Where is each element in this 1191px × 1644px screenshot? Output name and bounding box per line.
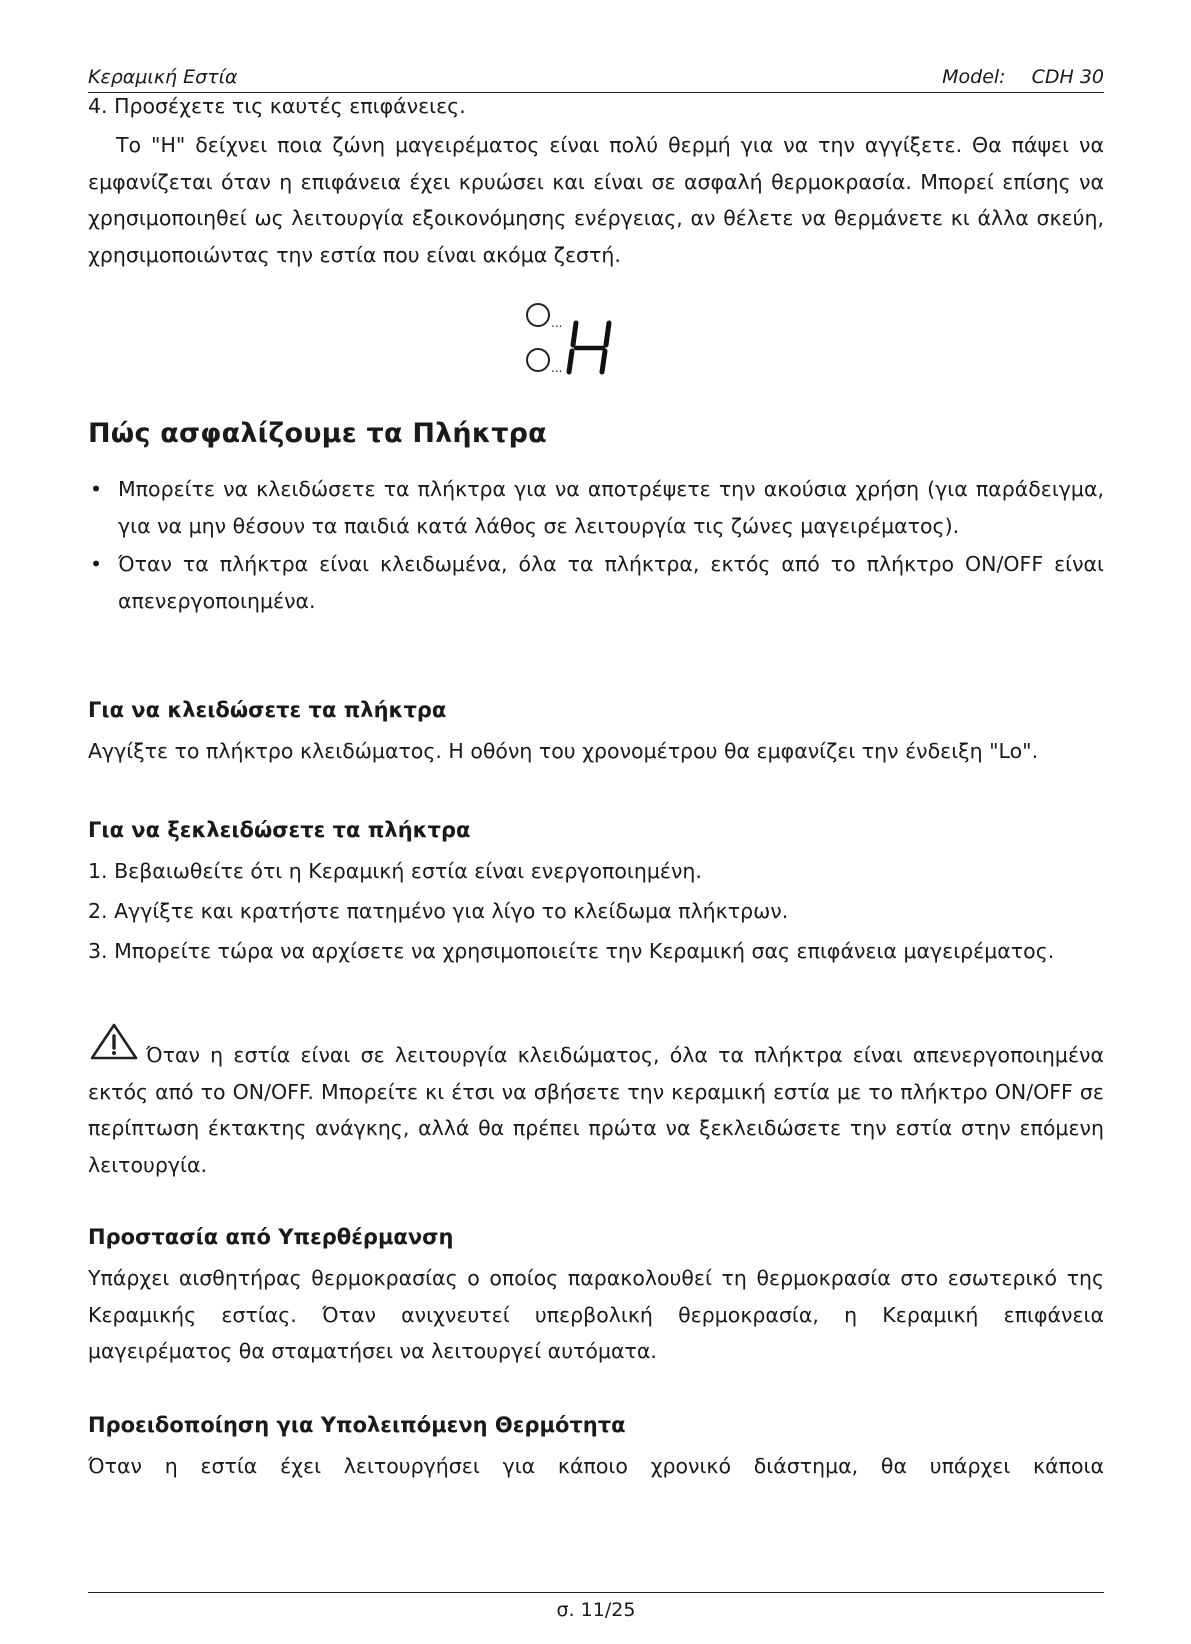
page-number: σ. 11/25 [556, 1599, 636, 1621]
zone-indicator-circle-top [527, 304, 549, 326]
unlock-step-1: 1. Βεβαιωθείτε ότι η Κεραμική εστία είναι ενεργοποιημένη. [88, 859, 702, 883]
bullet-item [88, 546, 1104, 619]
dots-top: ... [551, 316, 563, 330]
cooktop-display-figure [521, 298, 641, 388]
page-footer [88, 1592, 1104, 1621]
bullet-text: Μπορείτε να κλειδώσετε τα πλήκτρα για να αποτρέψετε την ακούσια χρήση (για παράδειγμα, για να μην θέσουν τα παιδιά κατά λάθος σε λειτουργία τις ζώνες μαγειρέματος). [118, 477, 1104, 538]
hot-surfaces-paragraph: Το "H" δείχνει ποια ζώνη μαγειρέματος είναι πολύ θερμή για να την αγγίξετε. Θα πάψει να εμφανίζεται όταν η επιφάνεια έχει κρυώσει και είναι σε ασφαλή θερμοκρασία. Μπορεί επίσης να χρησιμοποιηθεί ως λειτουργία εξοικονόμησης ενέργειας, αν θέλετε να θερμάνετε κι άλλα σκεύη, χρησιμοποιώντας την εστία που είναι ακόμα ζεστή. [88, 133, 1104, 267]
residual-heat-text: Όταν η εστία έχει λειτουργήσει για κάποιο χρονικό διάστημα, θα υπάρχει κάποια [88, 1454, 1104, 1478]
zone-indicator-circle-bottom [527, 349, 549, 371]
unlock-step-2: 2. Αγγίξτε και κρατήστε πατημένο για λίγο το κλείδωμα πλήκτρων. [88, 899, 789, 923]
bullet-dot: • [90, 477, 103, 501]
lock-keys-title: Για να κλειδώσετε τα πλήκτρα [88, 698, 447, 722]
residual-heat-title: Προειδοποίηση για Υπολειπόμενη Θερμότητα [88, 1413, 626, 1437]
header-title: Κεραμική Εστία [88, 66, 238, 88]
header-model [942, 66, 1104, 88]
bullet-dot: • [90, 552, 103, 576]
unlock-keys-title: Για να ξεκλειδώσετε τα πλήκτρα [88, 818, 471, 842]
hot-surfaces-item: 4. Προσέχετε τις καυτές επιφάνειες. [88, 94, 466, 118]
warning-text: Όταν η εστία είναι σε λειτουργία κλειδώματος, όλα τα πλήκτρα είναι απενεργοποιημένα εκτός από το ON/OFF. Μπορείτε κι έτσι να σβήσετε την κεραμική εστία με το πλήκτρο ON/OFF σε περίπτωση έκτακτης ανάγκης, αλλά θα πρέπει πρώτα να ξεκλειδώσετε την εστία στην επόμενη λειτουργία. [88, 1043, 1104, 1177]
model-label: Model: [942, 66, 1006, 88]
overheat-title: Προστασία από Υπερθέρμανση [88, 1225, 454, 1249]
lock-section-title: Πώς ασφαλίζουμε τα Πλήκτρα [88, 418, 547, 449]
bullet-item [88, 471, 1104, 544]
model-value: CDH 30 [1031, 66, 1104, 88]
dots-bottom: ... [551, 361, 563, 375]
seven-segment-h-icon [569, 323, 609, 372]
lock-bullets [88, 471, 1104, 621]
lock-keys-text: Αγγίξτε το πλήκτρο κλειδώματος. Η οθόνη του χρονομέτρου θα εμφανίζει την ένδειξη "Lo". [88, 739, 1039, 763]
display-svg [521, 298, 641, 388]
overheat-text: Υπάρχει αισθητήρας θερμοκρασίας ο οποίος παρακολουθεί τη θερμοκρασία στο εσωτερικό της Κεραμικής εστίας. Όταν ανιχνευτεί υπερβολική θερμοκρασία, η Κεραμική επιφάνεια μαγειρέματος θα σταματήσει να λειτουργεί αυτόματα. [88, 1266, 1104, 1363]
bullet-text: Όταν τα πλήκτρα είναι κλειδωμένα, όλα τα πλήκτρα, εκτός από το πλήκτρο ON/OFF είναι απενεργοποιημένα. [118, 552, 1104, 613]
unlock-step-3: 3. Μπορείτε τώρα να αρχίσετε να χρησιμοποιείτε την Κεραμική σας επιφάνεια μαγειρέματος. [88, 939, 1055, 963]
document-page [88, 0, 1104, 1644]
